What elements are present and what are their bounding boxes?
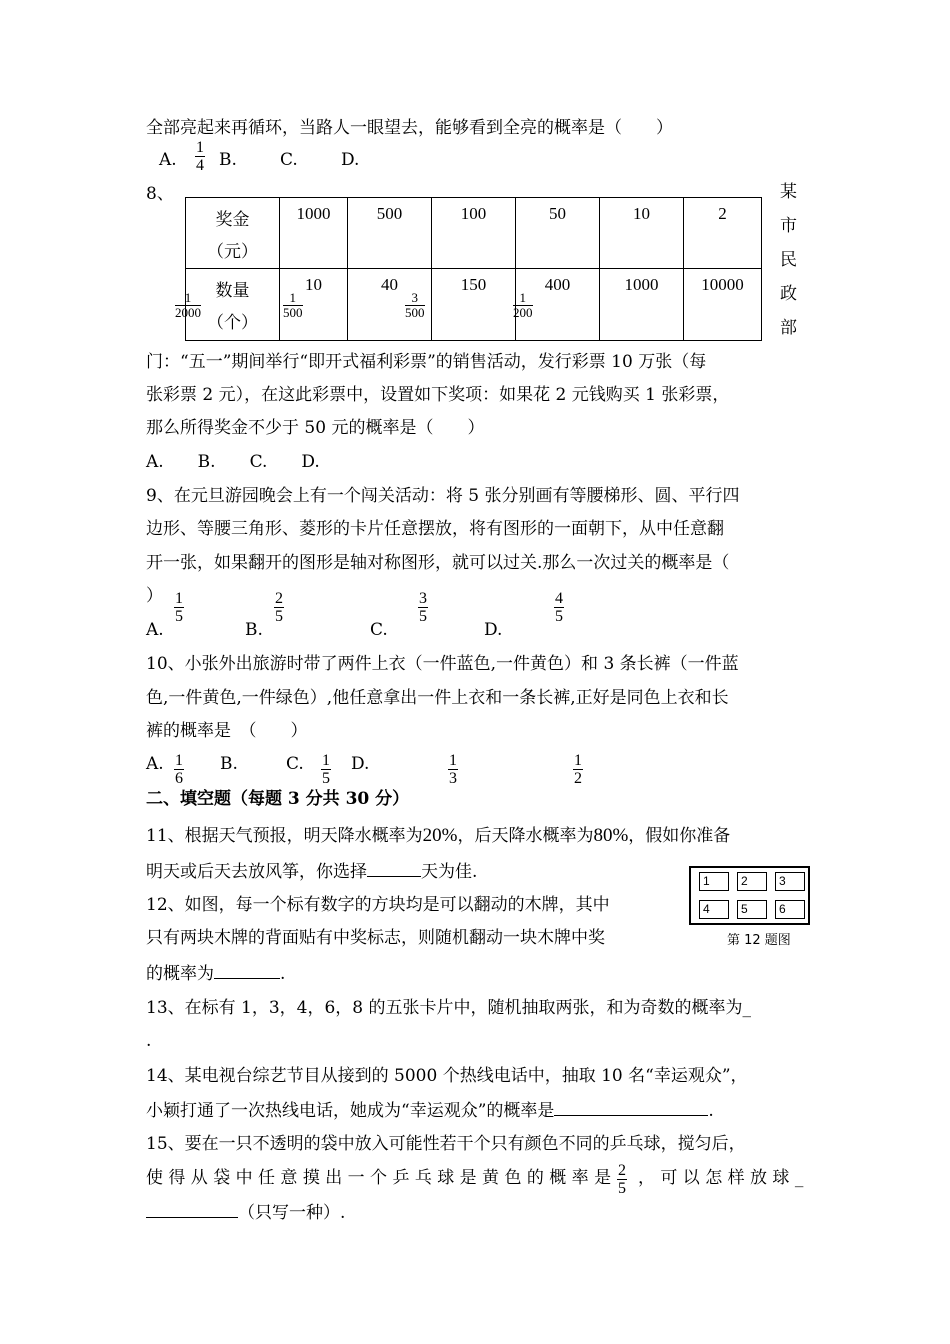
- q9-option-a: A.: [146, 620, 164, 640]
- q10-stem-line-2: 色,一件黄色,一件绿色）,他任意拿出一件上衣和一条长裤,正好是同色上衣和长: [146, 688, 729, 708]
- q15-fraction: [617, 1162, 627, 1197]
- q9-stem-line-4: ）: [146, 586, 163, 606]
- section-heading: 二、填空题（每题 3 分共 30 分）: [146, 789, 410, 809]
- q10-option-a: A.: [146, 754, 164, 774]
- fraction-numerator: 2: [275, 590, 283, 607]
- q8-option-fraction: [513, 291, 533, 320]
- q10-fraction-b: [321, 752, 331, 787]
- q11-percent-tomorrow: 20%: [422, 825, 458, 846]
- fraction-numerator: 3: [419, 590, 427, 607]
- fraction-numerator: 1: [175, 752, 183, 769]
- table-cell: 100: [432, 198, 516, 269]
- q7-fraction-denominator: 4: [196, 157, 204, 174]
- tile-1: 1: [699, 872, 729, 891]
- q8-side-char-4: 政: [780, 284, 797, 304]
- q7-fraction-numerator: 1: [196, 139, 204, 156]
- q8-side-char-2: 市: [780, 216, 797, 236]
- q7-stem-line: 全部亮起来再循环，当路人一眼望去，能够看到全亮的概率是（ ）: [146, 118, 673, 138]
- table-cell: 10: [280, 269, 348, 341]
- table-header-prize: 奖金 （元）: [186, 198, 280, 269]
- q9-stem-line-3: 开一张，如果翻开的图形是轴对称图形，就可以过关.那么一次过关的概率是（: [146, 553, 730, 573]
- q12-line-1: 12、如图，每一个标有数字的方块均是可以翻动的木牌，其中: [146, 895, 610, 915]
- q14-answer-blank[interactable]: [554, 1099, 708, 1116]
- table-cell: 1000: [280, 198, 348, 269]
- fraction-denominator: 5: [275, 608, 283, 625]
- q8-stem-line-2: 张彩票 2 元），在这此彩票中，设置如下奖项：如果花 2 元钱购买 1 张彩票，: [146, 385, 730, 405]
- q8-stem-line-1: 门：“五一”期间举行“即开式福利彩票”的销售活动，发行彩票 10 万张（每: [146, 352, 707, 372]
- q9-fraction-b: [274, 590, 284, 625]
- fraction-denominator: 2000: [175, 305, 201, 320]
- q8-side-char-5: 部: [780, 318, 797, 338]
- q11-line-2: [146, 860, 477, 882]
- fraction-denominator: 5: [419, 608, 427, 625]
- q10-option-c: C.: [286, 754, 304, 774]
- q9-fraction-d: [554, 590, 564, 625]
- fraction-numerator: 1: [574, 752, 582, 769]
- fraction-denominator: 2: [574, 770, 582, 787]
- fraction-denominator: 500: [283, 305, 303, 320]
- fraction-denominator: 5: [322, 770, 330, 787]
- q15-text: （只写一种）.: [238, 1203, 346, 1223]
- q7-option-a: A.: [159, 150, 177, 170]
- tile-3: 3: [775, 872, 805, 891]
- q10-stem-line-1: 10、小张外出旅游时带了两件上衣（一件蓝色,一件黄色）和 3 条长裤（一件蓝: [146, 654, 739, 674]
- q14-text: 小颖打通了一次热线电话，她成为“幸运观众”的概率是: [146, 1101, 555, 1121]
- fraction-denominator: 3: [449, 770, 457, 787]
- fraction-denominator: 5: [618, 1180, 626, 1197]
- fraction-denominator: 5: [555, 608, 563, 625]
- q9-option-b: B.: [245, 620, 263, 640]
- q11-percent-day-after: 80%: [593, 825, 629, 846]
- table-cell: 10000: [684, 269, 762, 341]
- q15-line-2a: 使 得 从 袋 中 任 意 摸 出 一 个 乒 乓 球 是 黄 色 的 概 率 是: [146, 1168, 612, 1188]
- q9-stem-line-2: 边形、等腰三角形、菱形的卡片任意摆放，将有图形的一面朝下，从中任意翻: [146, 519, 724, 539]
- q12-text: 的概率为: [146, 964, 214, 984]
- table-header-count: 数量 （个）: [186, 269, 280, 341]
- q9-fraction-a: [174, 590, 184, 625]
- q10-option-b: B.: [220, 754, 238, 774]
- q7-option-c: C.: [280, 150, 298, 170]
- q10-stem-line-3: 裤的概率是 （ ）: [146, 721, 308, 741]
- q13-line-1: 13、在标有 1，3，4，6，8 的五张卡片中，随机抽取两张，和为奇数的概率为_: [146, 998, 752, 1018]
- q12-text: .: [280, 964, 286, 984]
- fraction-numerator: 1: [513, 291, 533, 306]
- tile-2: 2: [737, 872, 767, 891]
- table-cell: 400: [516, 269, 600, 341]
- q13-line-2: .: [146, 1031, 152, 1051]
- q15-line-1: 15、要在一只不透明的袋中放入可能性若干个只有颜色不同的乒乓球，搅匀后，: [146, 1134, 746, 1154]
- q11-text: 天为佳.: [421, 862, 478, 882]
- q15-answer-blank[interactable]: [146, 1201, 238, 1218]
- q11-text: 明天或后天去放风筝，你选择: [146, 862, 367, 882]
- q8-option-fraction: [175, 291, 201, 320]
- q15-line-2b: ， 可 以 怎 样 放 球 _: [638, 1168, 804, 1188]
- q8-side-char-3: 民: [780, 250, 797, 270]
- q7-option-b: B.: [219, 150, 237, 170]
- fraction-denominator: 500: [405, 305, 425, 320]
- q11-line-1: [146, 826, 730, 846]
- q10-fraction-c: [448, 752, 458, 787]
- q9-option-c: C.: [370, 620, 388, 640]
- q11-text: ，后天降水概率为: [457, 826, 594, 846]
- q8-option-fraction: [283, 291, 303, 320]
- q15-line-3: [146, 1201, 345, 1223]
- q14-line-2: [146, 1099, 714, 1121]
- tile-4: 4: [699, 900, 729, 919]
- q8-option-fraction: [405, 291, 425, 320]
- table-cell: 40: [348, 269, 432, 341]
- q10-fraction-d: [573, 752, 583, 787]
- fraction-numerator: 1: [175, 291, 201, 306]
- q8-stem-line-3: 那么所得奖金不少于 50 元的概率是（ ）: [146, 418, 485, 438]
- q10-option-d: D.: [351, 754, 370, 774]
- fraction-denominator: 6: [175, 770, 183, 787]
- fraction-numerator: 1: [322, 752, 330, 769]
- q11-answer-blank[interactable]: [367, 860, 421, 877]
- q12-line-3: [146, 962, 285, 984]
- wooden-tiles-figure: [689, 866, 810, 925]
- fraction-numerator: 4: [555, 590, 563, 607]
- fraction-denominator: 5: [175, 608, 183, 625]
- fraction-numerator: 1: [283, 291, 303, 306]
- fraction-numerator: 2: [618, 1162, 626, 1179]
- q14-text: .: [708, 1101, 714, 1121]
- table-cell: 2: [684, 198, 762, 269]
- q8-side-char-1: 某: [780, 182, 797, 202]
- fraction-numerator: 3: [405, 291, 425, 306]
- fraction-numerator: 1: [449, 752, 457, 769]
- q10-fraction-a: [174, 752, 184, 787]
- table-cell: 150: [432, 269, 516, 341]
- q11-text: ，假如你准备: [628, 826, 731, 846]
- fraction-denominator: 200: [513, 305, 533, 320]
- q14-line-1: 14、某电视台综艺节目从接到的 5000 个热线电话中，抽取 10 名“幸运观众”，: [146, 1066, 748, 1086]
- tile-5: 5: [737, 900, 767, 919]
- q7-option-d: D.: [341, 150, 360, 170]
- q8-number: 8、: [146, 184, 174, 204]
- figure-caption: 第 12 题图: [727, 933, 791, 948]
- q9-option-d: D.: [484, 620, 503, 640]
- fraction-numerator: 1: [175, 590, 183, 607]
- tile-6: 6: [775, 900, 805, 919]
- q12-line-2: 只有两块木牌的背面贴有中奖标志，则随机翻动一块木牌中奖: [146, 928, 605, 948]
- table-cell: 500: [348, 198, 432, 269]
- table-cell: 1000: [600, 269, 684, 341]
- q12-answer-blank[interactable]: [214, 962, 280, 979]
- table-cell: 10: [600, 198, 684, 269]
- q7-fraction: [195, 139, 205, 174]
- q11-text: 11、根据天气预报，明天降水概率为: [146, 826, 423, 846]
- prize-table: [185, 197, 762, 341]
- q8-options: A. B. C. D.: [146, 452, 320, 472]
- table-cell: 50: [516, 198, 600, 269]
- q9-fraction-c: [418, 590, 428, 625]
- q9-stem-line-1: 9、在元旦游园晚会上有一个闯关活动：将 5 张分别画有等腰梯形、圆、平行四: [146, 486, 740, 506]
